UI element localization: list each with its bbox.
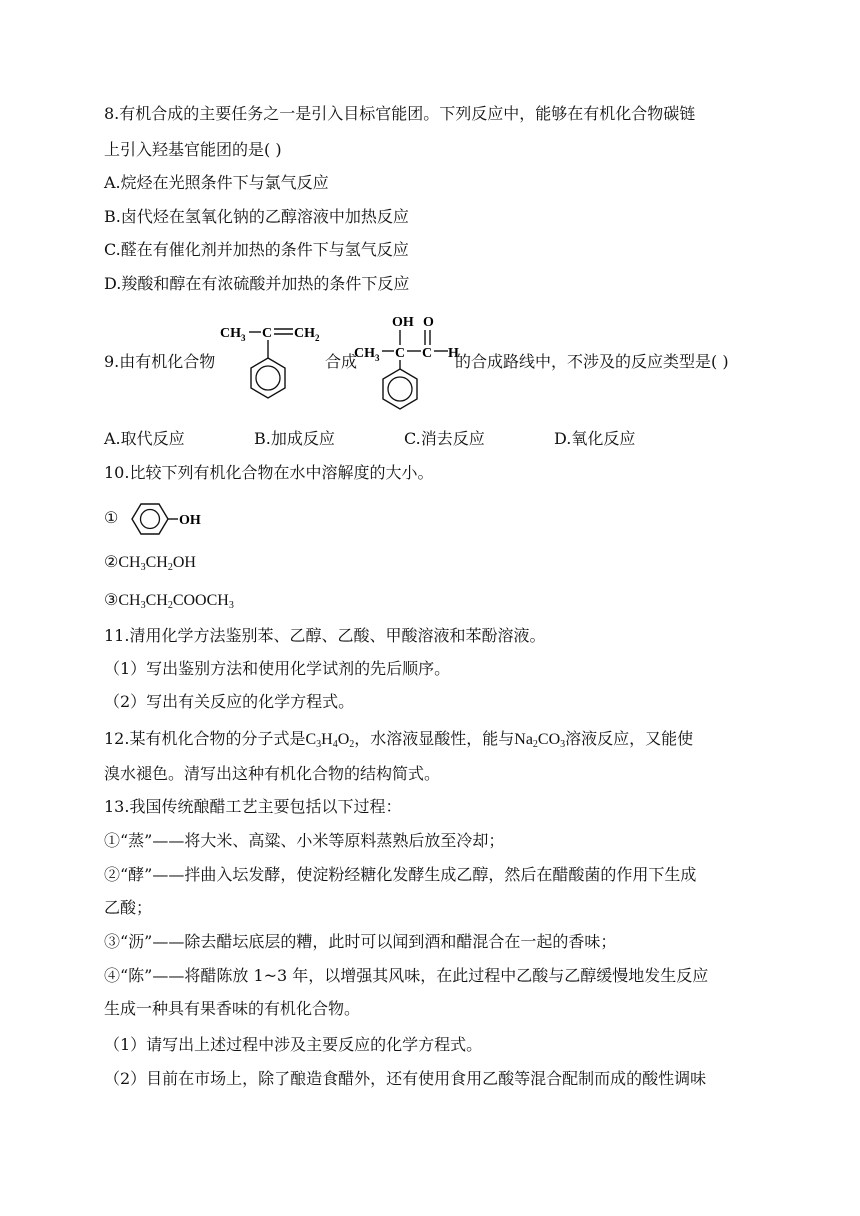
q13-sub2: （2）目前在市场上，除了酿造食醋外，还有使用食用乙酸等混合配制而成的酸性调味: [104, 1069, 707, 1088]
q10-item3: $③CH_3CH_2COOCH_3$: [104, 592, 234, 611]
svg-text:CH3: $CH_3$: [354, 346, 380, 363]
q8-option-d: D.羧酸和醇在有浓硫酸并加热的条件下反应: [104, 274, 410, 293]
q11-sub1: （1）写出鉴别方法和使用化学试剂的先后顺序。: [104, 659, 451, 678]
q13-step4-line2: 生成一种具有果香味的有机化合物。: [104, 999, 361, 1018]
q10-title: 10.比较下列有机化合物在水中溶解度的大小。: [104, 463, 434, 482]
q9-stem-part3: 的合成路线中，不涉及的反应类型是( ): [455, 352, 729, 371]
q12-sodium-carbonate: $Na_2CO_3$: [514, 731, 566, 750]
svg-text:C: C: [395, 346, 406, 361]
svg-text:O: O: [423, 315, 434, 330]
svg-text:OH: OH: [392, 315, 414, 330]
svg-text:H: H: [448, 346, 459, 361]
q12-line1: 12.某有机化合物的分子式是$C_3H_4O_2$，水溶液显酸性，能与$Na_2CO_3$溶液反应，又能使: [104, 729, 694, 750]
q8-option-b: B.卤代烃在氢氧化钠的乙醇溶液中加热反应: [104, 207, 409, 226]
q13-title: 13.我国传统酿醋工艺主要包括以下过程：: [104, 797, 402, 816]
svg-text:CH3: $CH_3$: [220, 326, 246, 343]
q9-stem-part2: 合成: [325, 352, 358, 371]
molecule-alpha-methylstyrene: [218, 318, 328, 410]
q12-line2: 溴水褪色。清写出这种有机化合物的结构简式。: [104, 764, 441, 783]
q9-option-b: B.加成反应: [254, 429, 335, 448]
q9-stem-part1: 9.由有机化合物: [104, 352, 216, 371]
q10-item3-number: ③: [104, 592, 119, 609]
q8-option-a: A.烷烃在光照条件下与氯气反应: [104, 173, 329, 192]
molecule-phenol: [120, 500, 206, 538]
q10-item1-number: ①: [104, 508, 119, 527]
q11-sub2: （2）写出有关反应的化学方程式。: [104, 692, 355, 711]
q8-option-c: C.醛在有催化剂并加热的条件下与氢气反应: [104, 240, 409, 259]
q9-option-d: D.氧化反应: [554, 429, 636, 448]
q13-step1: ①“蒸”——将大米、高粱、小米等原料蒸熟后放至冷却；: [104, 831, 505, 850]
q9-option-c: C.消去反应: [404, 429, 485, 448]
q10-item2: $②CH_3CH_2OH$: [104, 554, 196, 573]
q12-formula: $C_3H_4O_2$: [305, 731, 355, 750]
molecule-hydroxy-phenylpropanal: [352, 309, 460, 415]
svg-text:C: C: [422, 346, 433, 361]
q13-step3: ③“沥”——除去醋坛底层的糟，此时可以闻到酒和醋混合在一起的香味；: [104, 932, 617, 951]
svg-text:OH: OH: [179, 513, 201, 528]
q8-stem-line2: 上引入羟基官能团的是( ): [104, 140, 282, 159]
svg-text:CH2: $CH_2$: [294, 326, 320, 343]
q13-step2-line2: 乙酸；: [104, 898, 153, 917]
q13-step4-line1: ④“陈”——将醋陈放 1~3 年，以增强其风味，在此过程中乙酸与乙醇缓慢地发生反应: [104, 966, 709, 985]
q11-title: 11.清用化学方法鉴别苯、乙醇、乙酸、甲酸溶液和苯酚溶液。: [104, 626, 546, 645]
q10-item2-number: ②: [104, 554, 119, 571]
q9-option-a: A.取代反应: [104, 429, 185, 448]
q13-step2-line1: ②“酵”——拌曲入坛发酵，使淀粉经糖化发酵生成乙醇，然后在醋酸菌的作用下生成: [104, 865, 697, 884]
q8-stem-line1: 8.有机合成的主要任务之一是引入目标官能团。下列反应中，能够在有机化合物碳链: [104, 104, 696, 123]
svg-text:C: C: [262, 326, 273, 341]
q13-sub1: （1）请写出上述过程中涉及主要反应的化学方程式。: [104, 1035, 483, 1054]
